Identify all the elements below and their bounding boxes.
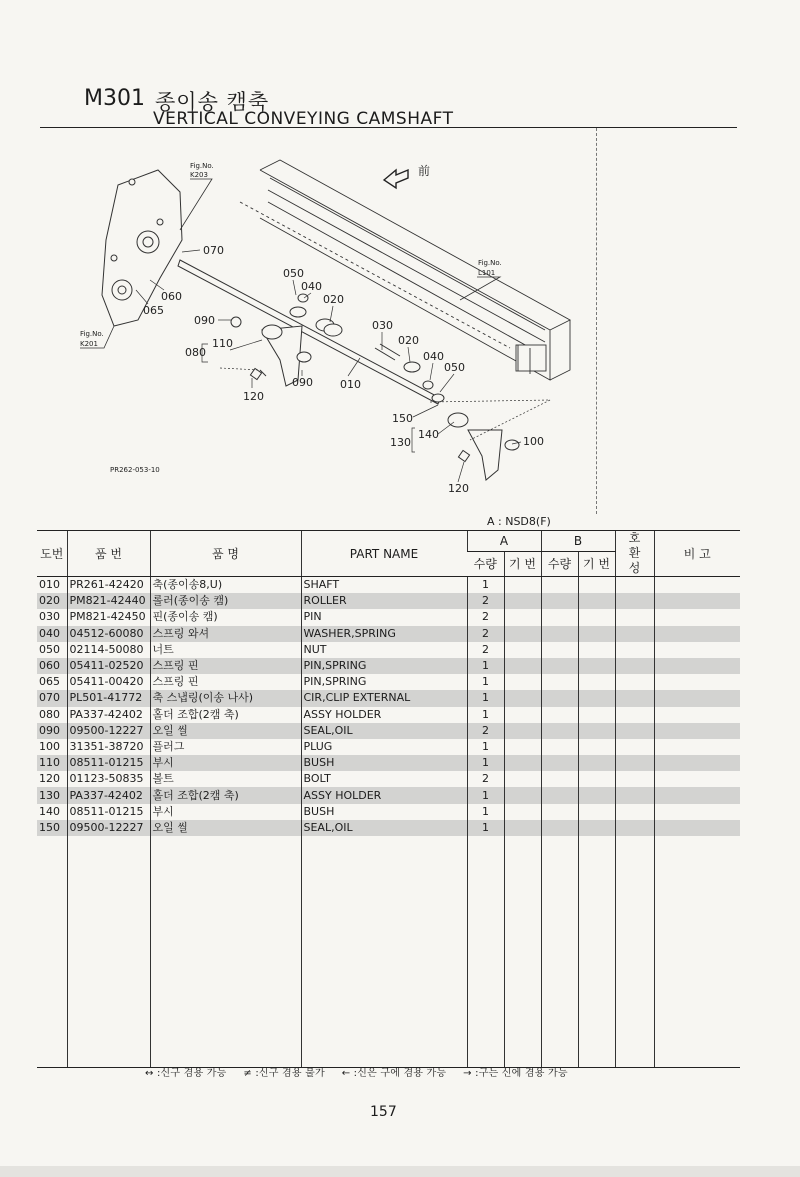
remarks-cell (654, 593, 740, 609)
model-b-cell (578, 642, 615, 658)
part-name-cell: SHAFT (301, 577, 467, 594)
model-a-cell (504, 804, 541, 820)
interchange-cell (615, 739, 654, 755)
table-row (37, 787, 740, 803)
callout-140: 140 (418, 428, 439, 441)
part-no-cell: 08511-01215 (67, 755, 150, 771)
remarks-cell (654, 609, 740, 625)
qty-b-cell (541, 804, 578, 820)
header-qty-b: 수량 (541, 551, 578, 576)
part-no-cell: PA337-42402 (67, 787, 150, 803)
catalog-code: M301 (84, 86, 145, 111)
header-item-no: 도번 (37, 531, 67, 577)
item-no-cell: 040 (37, 626, 67, 642)
name-kr-cell: 너트 (150, 642, 301, 658)
model-a-cell (504, 642, 541, 658)
part-name-cell: ASSY HOLDER (301, 707, 467, 723)
part-no-cell: 31351-38720 (67, 739, 150, 755)
part-name-cell: PLUG (301, 739, 467, 755)
name-kr-cell: 축(종이송8,U) (150, 577, 301, 594)
interchange-cell (615, 577, 654, 594)
header-part-no: 품 번 (67, 531, 150, 577)
callout-040-b: 040 (423, 350, 444, 363)
item-no-cell: 080 (39, 707, 60, 721)
item-no-cell: 050 (39, 642, 60, 656)
interchange-cell (615, 787, 654, 803)
exploded-parts-diagram (40, 130, 600, 515)
qty-b-cell (541, 658, 578, 674)
table-row (37, 755, 740, 771)
callout-090-b: 090 (292, 376, 313, 389)
item-no-cell: 030 (39, 610, 60, 624)
model-note: A : NSD8(F) (487, 515, 551, 528)
qty-b-cell (541, 820, 578, 836)
table-row (37, 626, 740, 642)
part-name-cell: PIN (301, 609, 467, 625)
remarks-cell (654, 674, 740, 690)
qty-b-cell (541, 609, 578, 625)
remarks-cell (654, 787, 740, 803)
qty-a-cell: 2 (467, 723, 504, 739)
qty-a-cell: 1 (467, 707, 504, 723)
remarks-cell (654, 707, 740, 723)
model-b-cell (578, 609, 615, 625)
name-kr-cell: 오일 씰 (150, 723, 301, 739)
empty-cell (67, 836, 150, 1068)
model-a-cell (504, 577, 541, 594)
item-no-cell: 150 (37, 820, 67, 836)
parts-table (37, 530, 740, 1068)
part-no-cell: 05411-00420 (67, 674, 150, 690)
table-row (37, 642, 740, 658)
qty-b-cell (541, 593, 578, 609)
model-b-cell (578, 739, 615, 755)
scan-edge (0, 1166, 800, 1177)
callout-090-a: 090 (194, 314, 215, 327)
fig-ref-l101-line2: L101 (478, 269, 496, 277)
header-name-kr: 품 명 (150, 531, 301, 577)
part-no-cell: 08511-01215 (67, 804, 150, 820)
model-b-cell (578, 820, 615, 836)
remarks-cell (654, 820, 740, 836)
interchange-cell (615, 755, 654, 771)
part-no-cell: PR261-42420 (67, 577, 150, 594)
model-a-cell (504, 707, 541, 723)
item-no-cell: 070 (37, 690, 67, 706)
qty-b-cell (541, 771, 578, 787)
part-name-cell: NUT (301, 642, 467, 658)
model-a-cell (504, 771, 541, 787)
qty-a-cell: 1 (467, 755, 504, 771)
callout-050-b: 050 (444, 361, 465, 374)
part-name-cell: PIN,SPRING (301, 658, 467, 674)
qty-a-cell: 1 (467, 804, 504, 820)
interchange-cell (615, 820, 654, 836)
qty-a-cell: 1 (467, 577, 504, 594)
callout-120-a: 120 (243, 390, 264, 403)
qty-b-cell (541, 577, 578, 594)
part-name-cell: ASSY HOLDER (301, 787, 467, 803)
name-kr-cell: 홀더 조합(2캠 축) (150, 787, 301, 803)
remarks-cell (654, 658, 740, 674)
table-row (37, 690, 740, 706)
part-name-cell: BOLT (301, 771, 467, 787)
part-name-cell: WASHER,SPRING (301, 626, 467, 642)
part-name-cell: BUSH (301, 804, 467, 820)
fig-ref-l101-line1: Fig.No. (478, 259, 502, 267)
header-model-a: 기 번 (504, 551, 541, 576)
remarks-cell (654, 626, 740, 642)
item-no-cell: 065 (39, 675, 60, 689)
callout-130: 130 (390, 436, 411, 449)
interchange-cell (615, 804, 654, 820)
interchange-cell (615, 707, 654, 723)
interchange-cell (615, 626, 654, 642)
name-kr-cell: 스프링 핀 (150, 674, 301, 690)
qty-b-cell (541, 755, 578, 771)
interchange-cell (615, 771, 654, 787)
callout-100: 100 (523, 435, 544, 448)
part-no-cell: 09500-12227 (67, 820, 150, 836)
part-no-cell: 02114-50080 (67, 642, 150, 658)
qty-a-cell: 1 (467, 674, 504, 690)
fig-ref-k203-line1: Fig.No. (190, 162, 214, 170)
remarks-cell (654, 771, 740, 787)
name-kr-cell: 부시 (150, 804, 301, 820)
holder-assembly-right (404, 362, 519, 480)
qty-a-cell: 1 (467, 820, 504, 836)
model-b-cell (578, 755, 615, 771)
callout-080: 080 (185, 346, 206, 359)
fig-ref-k203-line2: K203 (190, 171, 208, 179)
parts-table-body (37, 577, 740, 1068)
table-row (37, 577, 740, 594)
remarks-cell (654, 739, 740, 755)
qty-a-cell: 2 (467, 626, 504, 642)
empty-cell (150, 836, 301, 1068)
item-no-cell: 120 (39, 772, 60, 786)
qty-b-cell (541, 707, 578, 723)
qty-b-cell (541, 739, 578, 755)
callout-060: 060 (161, 290, 182, 303)
callout-020-b: 020 (398, 334, 419, 347)
interchange-cell (615, 593, 654, 609)
model-a-cell (504, 658, 541, 674)
header-model-b: 기 번 (578, 551, 615, 576)
remarks-cell (654, 755, 740, 771)
part-no-cell: PL501-41772 (67, 690, 150, 706)
item-no-cell: 140 (39, 804, 60, 818)
model-a-cell (504, 626, 541, 642)
empty-cell (37, 836, 67, 1068)
item-no-cell: 130 (37, 787, 67, 803)
table-row (37, 820, 740, 836)
name-kr-cell: 볼트 (150, 771, 301, 787)
item-no-cell: 090 (37, 723, 67, 739)
empty-cell (615, 836, 654, 1068)
remarks-cell (654, 642, 740, 658)
name-kr-cell: 부시 (150, 755, 301, 771)
model-b-cell (578, 690, 615, 706)
header-part-name: PART NAME (301, 531, 467, 577)
header-qty-a: 수량 (467, 551, 504, 576)
qty-a-cell: 2 (467, 609, 504, 625)
part-no-cell: 01123-50835 (67, 771, 150, 787)
legend-item: ← :신은 구에 겸용 가능 (341, 1068, 447, 1079)
header-group-b: B (541, 531, 615, 552)
table-row (37, 739, 740, 755)
front-label: 前 (418, 164, 431, 178)
part-no-cell: PM821-42440 (67, 593, 150, 609)
callout-040-a: 040 (301, 280, 322, 293)
title-divider (40, 127, 737, 128)
model-a-cell (504, 755, 541, 771)
model-a-cell (504, 593, 541, 609)
qty-a-cell: 1 (467, 787, 504, 803)
header-group-a: A (467, 531, 541, 552)
model-b-cell (578, 787, 615, 803)
name-kr-cell: 스프링 와셔 (150, 626, 301, 642)
part-no-cell: PA337-42402 (67, 707, 150, 723)
qty-b-cell (541, 690, 578, 706)
table-empty-space (37, 836, 740, 1068)
interchange-cell (615, 723, 654, 739)
header-remarks: 비 고 (654, 531, 740, 577)
legend-item: ↔ :신구 겸용 가능 (145, 1068, 227, 1079)
name-kr-cell: 홀더 조합(2캠 축) (150, 707, 301, 723)
interchange-cell (615, 658, 654, 674)
name-kr-cell: 플러그 (150, 739, 301, 755)
qty-b-cell (541, 626, 578, 642)
qty-a-cell: 1 (467, 658, 504, 674)
callout-010: 010 (340, 378, 361, 391)
title-english: VERTICAL CONVEYING CAMSHAFT (153, 109, 454, 129)
table-row (37, 658, 740, 674)
fig-ref-k201-line2: K201 (80, 340, 98, 348)
model-a-cell (504, 609, 541, 625)
qty-b-cell (541, 723, 578, 739)
name-kr-cell: 축 스냅링(이송 나사) (150, 690, 301, 706)
callout-120-b: 120 (448, 482, 469, 495)
part-no-cell: 05411-02520 (67, 658, 150, 674)
title-korean: 종이송 캠축 (155, 90, 270, 114)
drawing-code: PR262-053-10 (110, 466, 160, 474)
interchange-legend (145, 1064, 568, 1079)
model-b-cell (578, 626, 615, 642)
model-b-cell (578, 674, 615, 690)
callout-070: 070 (203, 244, 224, 257)
interchange-cell (615, 674, 654, 690)
table-row (37, 804, 740, 820)
empty-cell (541, 836, 578, 1068)
interchange-cell (615, 642, 654, 658)
qty-a-cell: 2 (467, 642, 504, 658)
qty-b-cell (541, 674, 578, 690)
part-name-cell: PIN,SPRING (301, 674, 467, 690)
qty-b-cell (541, 642, 578, 658)
empty-cell (467, 836, 504, 1068)
model-b-cell (578, 707, 615, 723)
qty-a-cell: 1 (467, 739, 504, 755)
part-name-cell: ROLLER (301, 593, 467, 609)
item-no-cell: 020 (37, 593, 67, 609)
callout-050-a: 050 (283, 267, 304, 280)
table-row (37, 593, 740, 609)
table-row (37, 723, 740, 739)
part-name-cell: SEAL,OIL (301, 723, 467, 739)
part-name-cell: BUSH (301, 755, 467, 771)
model-a-cell (504, 674, 541, 690)
empty-cell (578, 836, 615, 1068)
empty-cell (504, 836, 541, 1068)
model-a-cell (504, 820, 541, 836)
item-no-cell: 100 (39, 739, 60, 753)
model-a-cell (504, 690, 541, 706)
callout-030: 030 (372, 319, 393, 332)
model-b-cell (578, 658, 615, 674)
item-no-cell: 110 (37, 755, 67, 771)
callout-150: 150 (392, 412, 413, 425)
header-interchange: 호 환 성 (615, 531, 654, 577)
part-no-cell: 04512-60080 (67, 626, 150, 642)
table-row (37, 707, 740, 723)
model-b-cell (578, 771, 615, 787)
interchange-cell (615, 609, 654, 625)
name-kr-cell: 오일 씰 (150, 820, 301, 836)
callout-065: 065 (143, 304, 164, 317)
model-b-cell (578, 723, 615, 739)
model-b-cell (578, 804, 615, 820)
empty-cell (654, 836, 740, 1068)
page-number: 157 (370, 1104, 397, 1120)
model-a-cell (504, 787, 541, 803)
callout-020-a: 020 (323, 293, 344, 306)
item-no-cell: 010 (39, 578, 60, 592)
remarks-cell (654, 690, 740, 706)
qty-a-cell: 2 (467, 593, 504, 609)
name-kr-cell: 스프링 핀 (150, 658, 301, 674)
front-direction-arrow (384, 170, 408, 188)
part-name-cell: CIR,CLIP EXTERNAL (301, 690, 467, 706)
part-no-cell: 09500-12227 (67, 723, 150, 739)
qty-a-cell: 1 (467, 690, 504, 706)
table-row (37, 674, 740, 690)
model-b-cell (578, 577, 615, 594)
remarks-cell (654, 577, 740, 594)
legend-item: ≠ :신구 겸용 불가 (243, 1068, 325, 1079)
empty-cell (301, 836, 467, 1068)
remarks-cell (654, 723, 740, 739)
model-b-cell (578, 593, 615, 609)
model-a-cell (504, 723, 541, 739)
table-row (37, 609, 740, 625)
remarks-cell (654, 804, 740, 820)
qty-a-cell: 2 (467, 771, 504, 787)
part-no-cell: PM821-42450 (67, 609, 150, 625)
fig-ref-k201-line1: Fig.No. (80, 330, 104, 338)
table-row (37, 771, 740, 787)
item-no-cell: 060 (37, 658, 67, 674)
callout-110: 110 (212, 337, 233, 350)
legend-item: → :구는 신에 겸용 가능 (463, 1068, 568, 1079)
interchange-cell (615, 690, 654, 706)
model-a-cell (504, 739, 541, 755)
name-kr-cell: 롤러(종이송 캠) (150, 593, 301, 609)
part-name-cell: SEAL,OIL (301, 820, 467, 836)
name-kr-cell: 핀(종이송 캠) (150, 609, 301, 625)
qty-b-cell (541, 787, 578, 803)
